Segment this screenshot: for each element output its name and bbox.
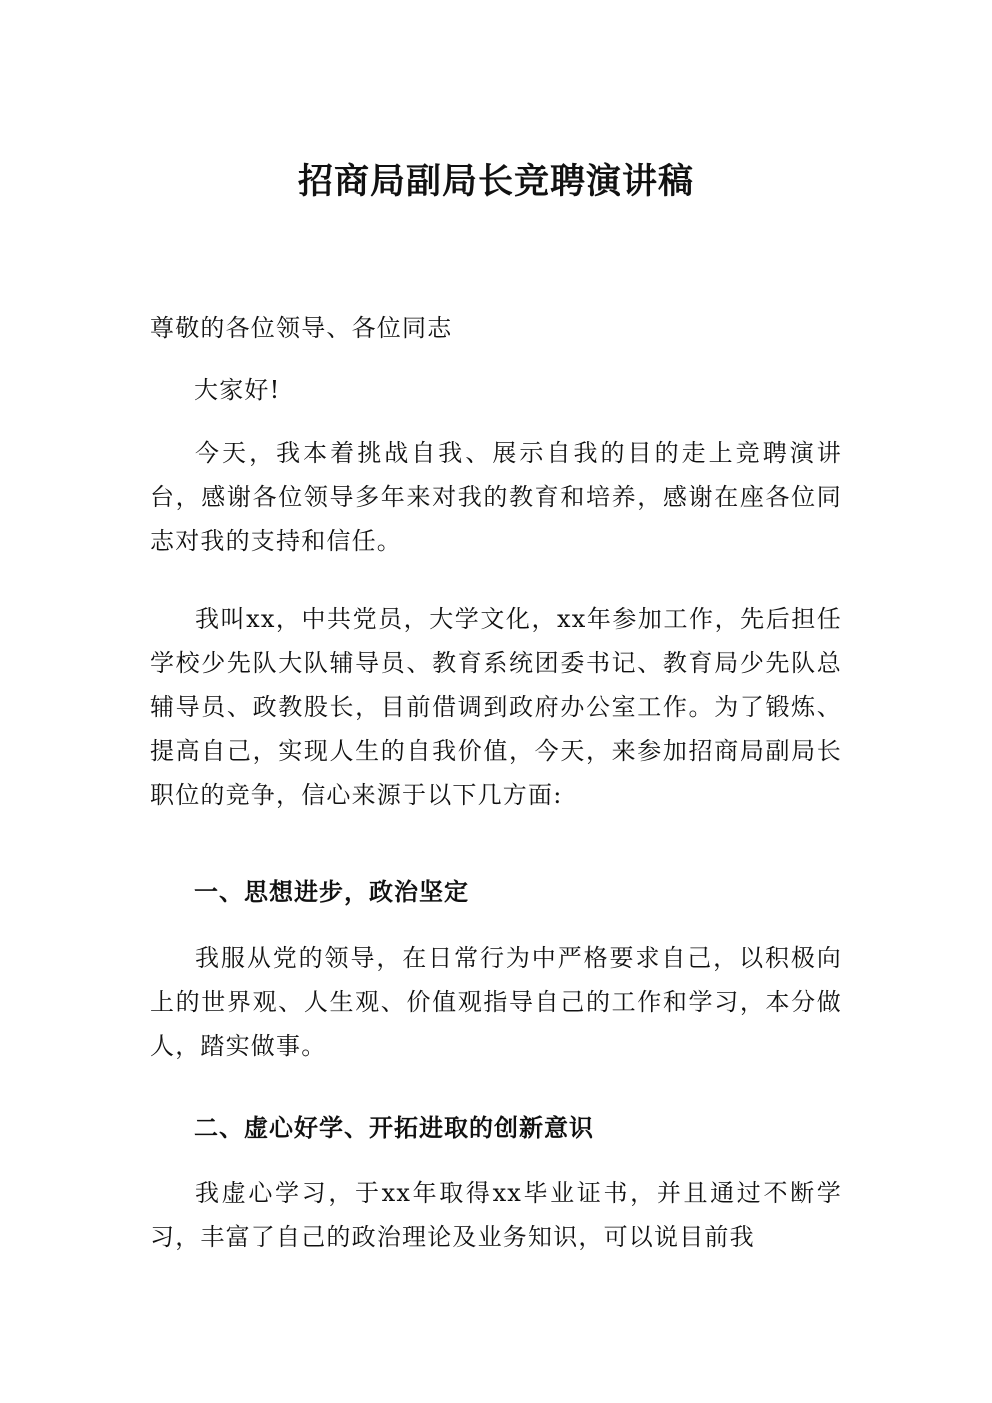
bio-paragraph: 我叫xx，中共党员，大学文化，xx年参加工作，先后担任学校少先队大队辅导员、教育系统团委书记、教育局少先队总辅导员、政教股长，目前借调到政府办公室工作。为了锻炼、提高自己，实现人生的自我价值，今天，来参加招商局副局长职位的竞争，信心来源于以下几方面:: [150, 605, 842, 809]
section-2-paragraph: 我虚心学习，于xx年取得xx毕业证书，并且通过不断学习，丰富了自己的政治理论及业务知识，可以说目前我: [150, 1179, 842, 1251]
greeting: 大家好!: [194, 376, 281, 404]
salutation: 尊敬的各位领导、各位同志: [150, 314, 453, 342]
section-1-paragraph: 我服从党的领导，在日常行为中严格要求自己，以积极向上的世界观、人生观、价值观指导自己的工作和学习，本分做人，踏实做事。: [150, 944, 842, 1060]
intro-paragraph: 今天，我本着挑战自我、展示自我的目的走上竞聘演讲台，感谢各位领导多年来对我的教育和培养，感谢在座各位同志对我的支持和信任。: [150, 439, 842, 555]
section-heading-2: 二、虚心好学、开拓进取的创新意识: [194, 1113, 594, 1142]
document-title: 招商局副局长竞聘演讲稿: [297, 161, 694, 202]
section-heading-1: 一、思想进步，政治坚定: [194, 877, 469, 906]
